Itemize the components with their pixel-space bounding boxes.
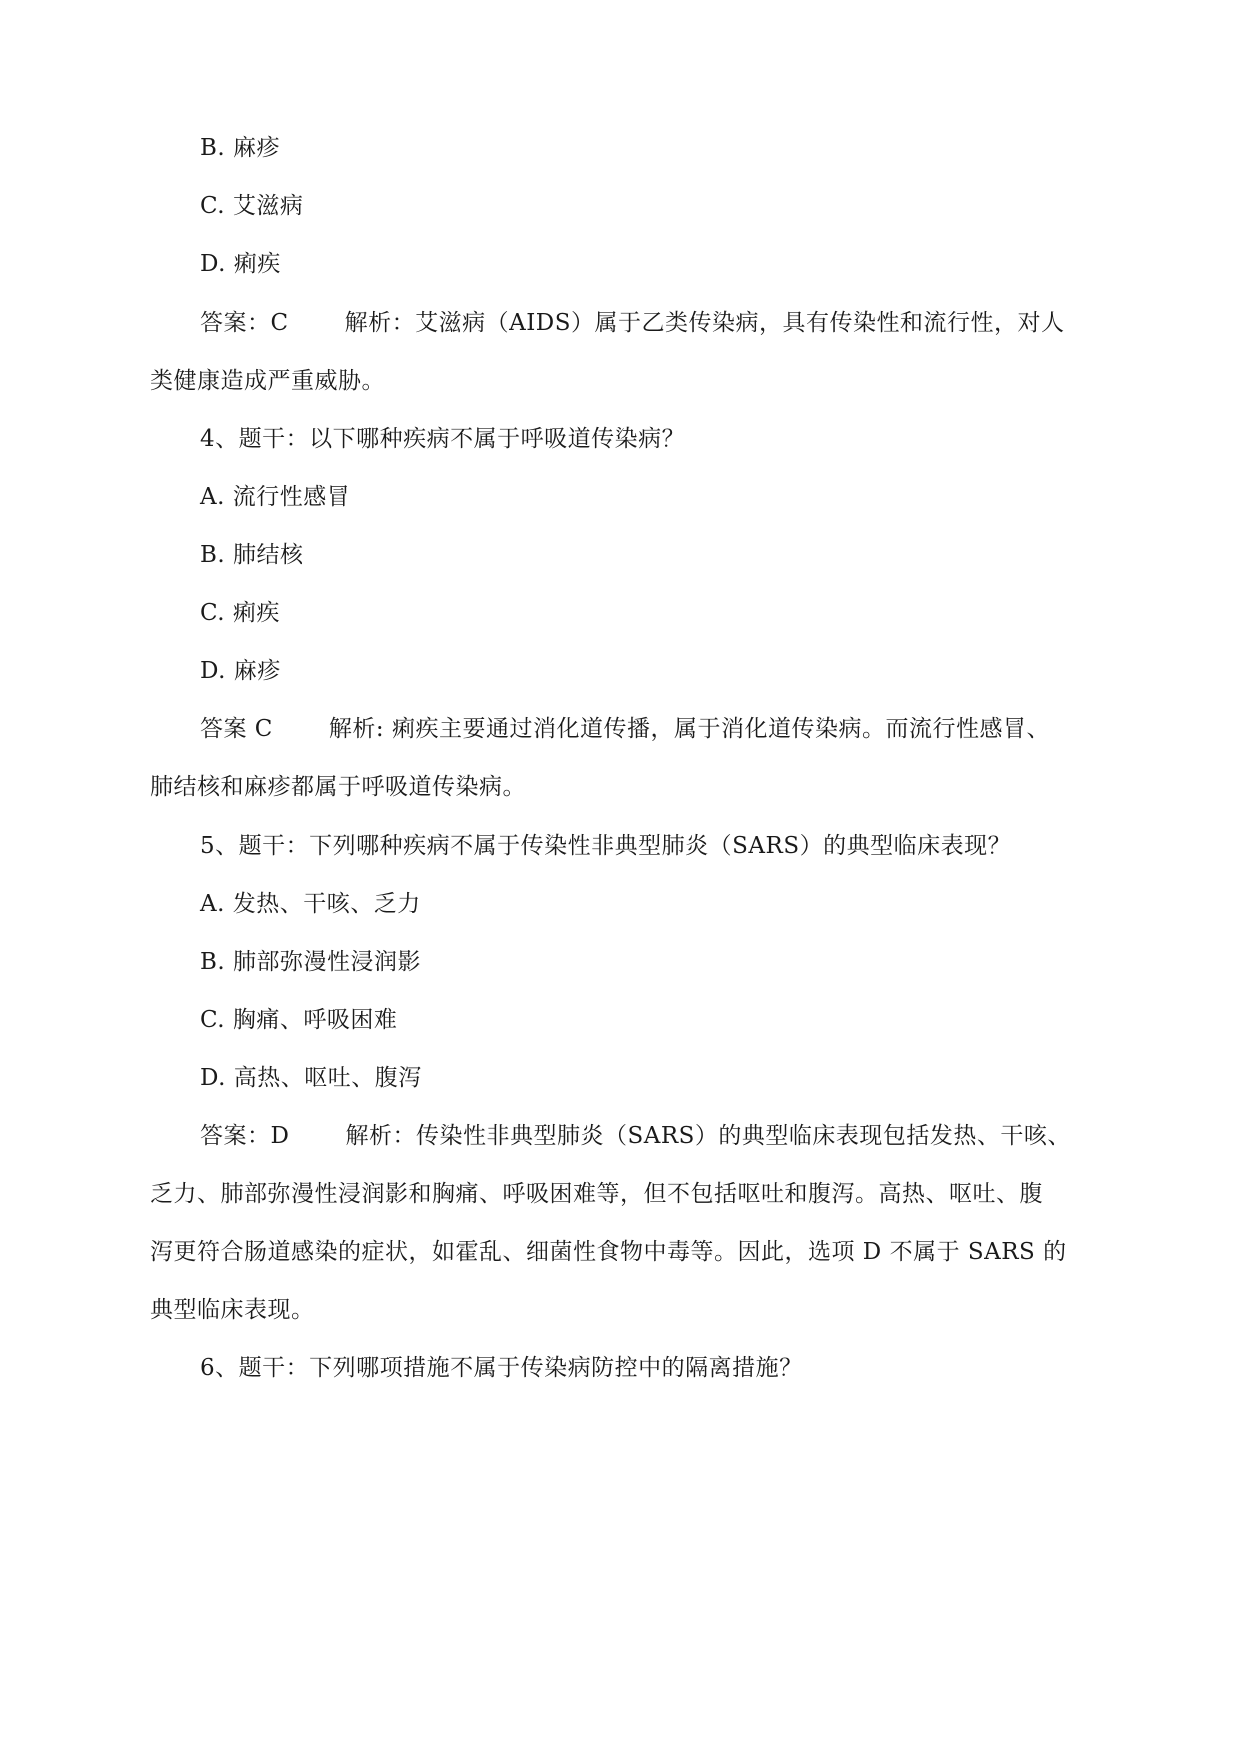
- q3-analysis-line1: 解析：艾滋病（AIDS）属于乙类传染病，具有传染性和流行性，对人: [344, 310, 1065, 336]
- q4-option-b: B. 肺结核: [200, 542, 304, 568]
- q5-analysis-line2: 乏力、肺部弥漫性浸润影和胸痛、呼吸困难等，但不包括呕吐和腹泻。高热、呕吐、腹: [150, 1181, 1043, 1207]
- q4-option-c: C. 痢疾: [200, 600, 280, 626]
- q4-analysis-line2: 肺结核和麻疹都属于呼吸道传染病。: [150, 774, 526, 800]
- q4-option-d: D. 麻疹: [200, 658, 281, 684]
- q6-stem: 6、题干：下列哪项措施不属于传染病防控中的隔离措施？: [200, 1355, 803, 1381]
- q5-analysis-line1: 解析：传染性非典型肺炎（SARS）的典型临床表现包括发热、干咳、: [345, 1123, 1071, 1149]
- q4-answer-label: 答案 C: [200, 716, 273, 742]
- q4-analysis-line1: 解析: 痢疾主要通过消化道传播，属于消化道传染病。而流行性感冒、: [328, 716, 1050, 742]
- q5-answer-line: [200, 1121, 1071, 1151]
- q5-answer-label: 答案：D: [200, 1123, 290, 1149]
- q4-option-a: A. 流行性感冒: [200, 484, 351, 510]
- q4-stem: 4、题干：以下哪种疾病不属于呼吸道传染病？: [200, 426, 686, 452]
- q5-option-b: B. 肺部弥漫性浸润影: [200, 949, 422, 975]
- q4-answer-line: [200, 714, 1050, 744]
- q3-option-d: D. 痢疾: [200, 251, 281, 277]
- q3-answer-label: 答案：C: [200, 310, 289, 336]
- q5-option-a: A. 发热、干咳、乏力: [200, 891, 421, 917]
- q5-analysis-line4: 典型临床表现。: [150, 1297, 315, 1323]
- q5-stem: 5、题干：下列哪种疾病不属于传染性非典型肺炎（SARS）的典型临床表现？: [200, 833, 1012, 859]
- q3-option-c: C. 艾滋病: [200, 193, 304, 219]
- q5-analysis-line3: 泻更符合肠道感染的症状，如霍乱、细菌性食物中毒等。因此，选项 D 不属于 SARS 的: [150, 1239, 1067, 1265]
- q5-option-d: D. 高热、呕吐、腹泻: [200, 1065, 422, 1091]
- q5-option-c: C. 胸痛、呼吸困难: [200, 1007, 398, 1033]
- q3-option-b: B. 麻疹: [200, 135, 281, 161]
- q3-answer-line: [200, 308, 1065, 338]
- q3-analysis-line2: 类健康造成严重威胁。: [150, 368, 385, 394]
